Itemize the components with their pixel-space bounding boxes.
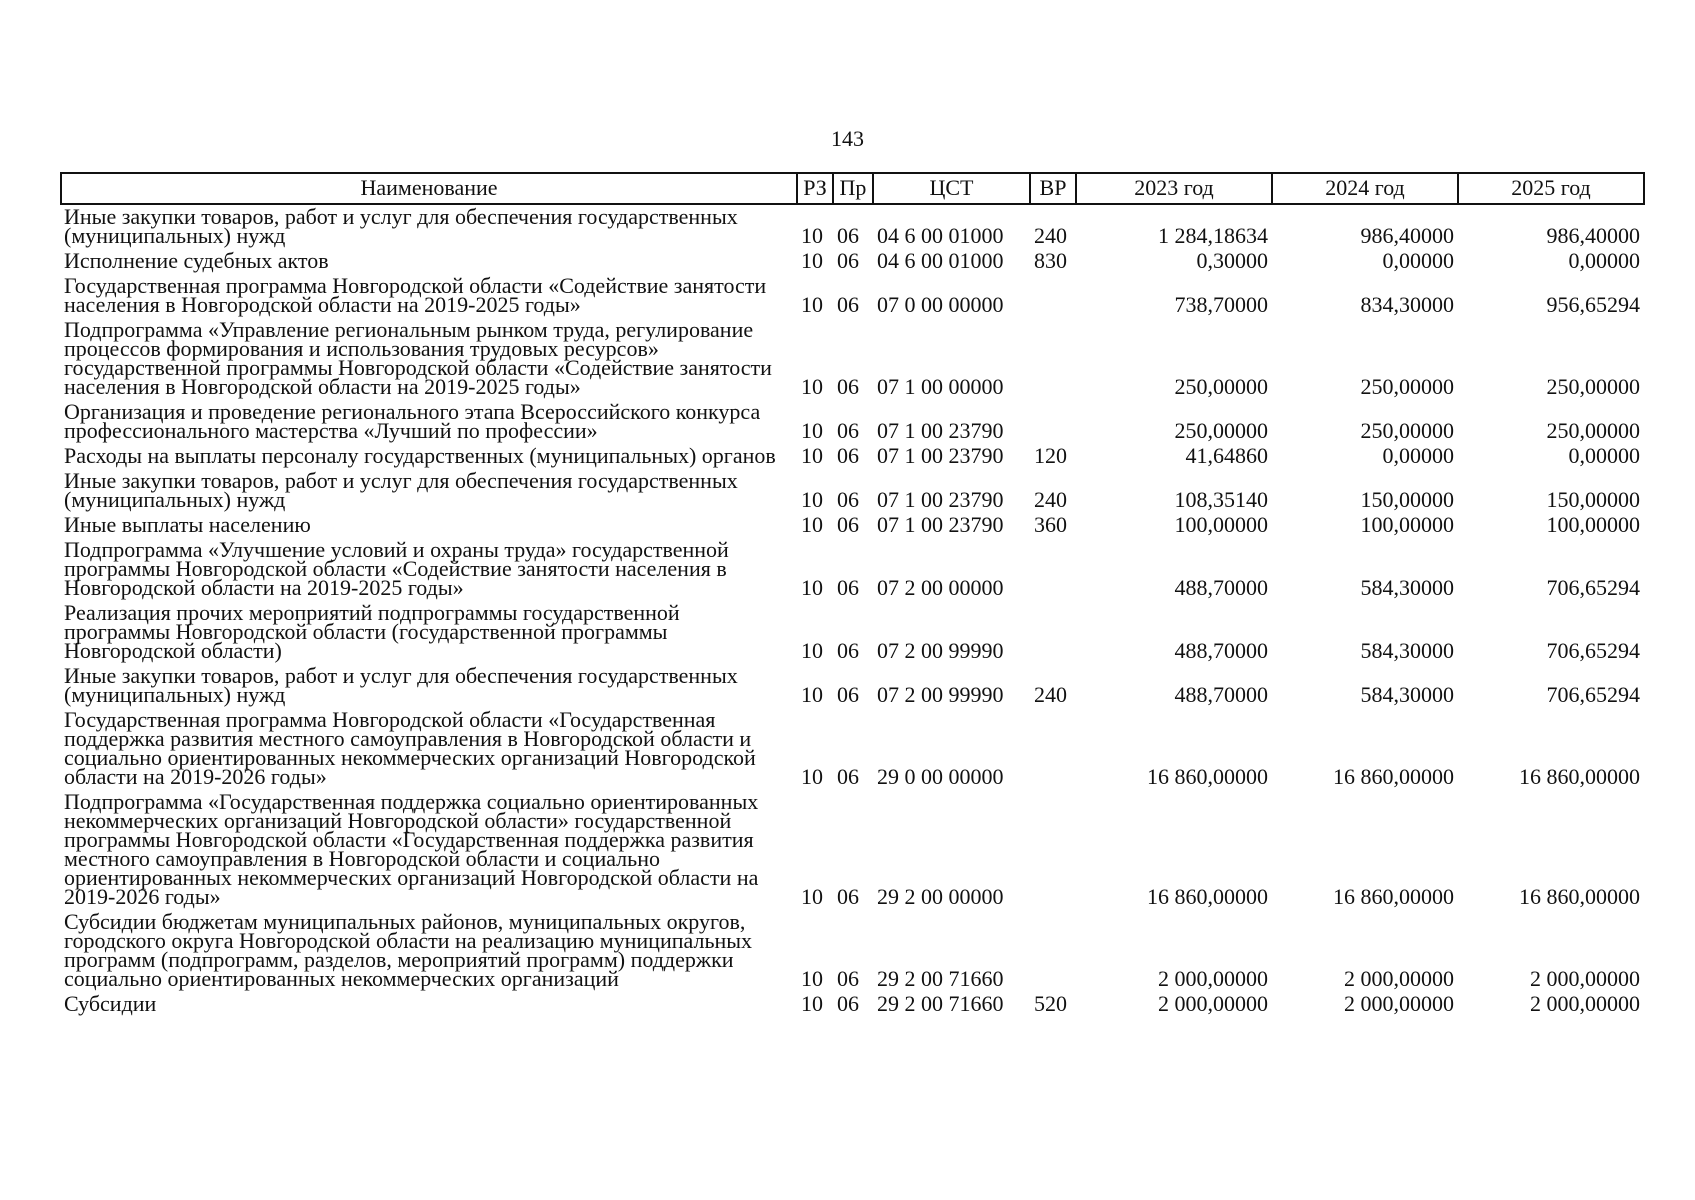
cell-2023: 41,64860 — [1185, 443, 1268, 468]
cell-pr: 06 — [837, 248, 859, 273]
cell-rz: 10 — [801, 292, 823, 317]
cell-cst: 29 2 00 71660 — [877, 966, 1004, 991]
table-row — [61, 786, 1644, 906]
cell-name: Государственная программа Новгородской области «Государственная поддержка развития местного самоуправления в Новгородской области и социально ориентированных некоммерческих организаций Новгородской области на 2019-2026 годы» — [64, 707, 756, 789]
table-row — [61, 314, 1644, 396]
cell-cst: 07 1 00 00000 — [877, 374, 1004, 399]
cell-name: Субсидии бюджетам муниципальных районов, муниципальных округов, городского округа Новгородской области на реализацию муниципальных программ (подпрограмм, разделов, мероприятий программ) поддержки социально ориентированных некоммерческих организаций — [64, 909, 753, 991]
table-row — [61, 396, 1644, 440]
cell-2025: 706,65294 — [1546, 638, 1640, 663]
cell-name: Иные закупки товаров, работ и услуг для обеспечения государственных (муниципальных) нужд — [64, 663, 738, 707]
cell-2023: 250,00000 — [1174, 374, 1268, 399]
cell-rz: 10 — [801, 966, 823, 991]
cell-vr — [1030, 270, 1076, 314]
cell-2023: 250,00000 — [1174, 418, 1268, 443]
cell-pr: 06 — [837, 638, 859, 663]
cell-2024: 584,30000 — [1360, 682, 1454, 707]
cell-rz: 10 — [801, 248, 823, 273]
cell-vr: 240 — [1034, 487, 1067, 512]
cell-rz: 10 — [801, 223, 823, 248]
header-name: Наименование — [61, 173, 797, 204]
cell-rz: 10 — [801, 487, 823, 512]
cell-2023: 738,70000 — [1174, 292, 1268, 317]
cell-2025: 100,00000 — [1546, 512, 1640, 537]
cell-2024: 0,00000 — [1382, 248, 1454, 273]
cell-name: Исполнение судебных актов — [64, 248, 329, 273]
cell-vr — [1030, 704, 1076, 786]
cell-cst: 07 0 00 00000 — [877, 292, 1004, 317]
cell-pr: 06 — [837, 991, 859, 1016]
cell-2023: 488,70000 — [1174, 682, 1268, 707]
cell-pr: 06 — [837, 418, 859, 443]
cell-2023: 108,35140 — [1174, 487, 1268, 512]
cell-cst: 07 2 00 99990 — [877, 638, 1004, 663]
table-row — [61, 906, 1644, 988]
header-vr: ВР — [1030, 173, 1076, 204]
cell-cst: 04 6 00 01000 — [877, 248, 1004, 273]
cell-pr: 06 — [837, 966, 859, 991]
cell-name: Иные закупки товаров, работ и услуг для обеспечения государственных (муниципальных) нужд — [64, 468, 738, 512]
cell-cst: 29 2 00 71660 — [877, 991, 1004, 1016]
table-body — [61, 204, 1644, 1016]
cell-rz: 10 — [801, 991, 823, 1016]
table-header — [61, 173, 1644, 204]
cell-2023: 2 000,00000 — [1158, 966, 1268, 991]
header-rz: РЗ — [797, 173, 833, 204]
table-row — [61, 988, 1644, 1013]
cell-cst: 07 1 00 23790 — [877, 443, 1004, 468]
cell-cst: 29 0 00 00000 — [877, 764, 1004, 789]
cell-pr: 06 — [837, 512, 859, 537]
cell-rz: 10 — [801, 443, 823, 468]
table-row — [61, 660, 1644, 704]
cell-2024: 100,00000 — [1360, 512, 1454, 537]
cell-vr — [1030, 786, 1076, 906]
cell-2023: 0,30000 — [1196, 248, 1268, 273]
cell-pr: 06 — [837, 223, 859, 248]
header-2024: 2024 год — [1272, 173, 1458, 204]
cell-2025: 986,40000 — [1546, 223, 1640, 248]
cell-vr: 240 — [1034, 682, 1067, 707]
cell-2025: 16 860,00000 — [1519, 884, 1640, 909]
cell-pr: 06 — [837, 575, 859, 600]
cell-name: Подпрограмма «Государственная поддержка социально ориентированных некоммерческих организаций Новгородской области» государственной программы Новгородской области «Государственная поддержка развития местного самоуправления в Новгородской области и социально ориентированных некоммерческих организаций Новгородской области на 2019-2026 годы» — [64, 789, 759, 909]
table-row — [61, 204, 1644, 245]
cell-2023: 488,70000 — [1174, 638, 1268, 663]
header-2023: 2023 год — [1076, 173, 1272, 204]
cell-pr: 06 — [837, 764, 859, 789]
header-2025: 2025 год — [1458, 173, 1644, 204]
page-number: 143 — [831, 126, 864, 151]
cell-2025: 706,65294 — [1546, 682, 1640, 707]
cell-rz: 10 — [801, 418, 823, 443]
cell-cst: 07 1 00 23790 — [877, 418, 1004, 443]
cell-vr — [1030, 906, 1076, 988]
cell-2024: 250,00000 — [1360, 374, 1454, 399]
cell-name: Субсидии — [64, 991, 157, 1016]
header-cst: ЦСТ — [873, 173, 1030, 204]
cell-rz: 10 — [801, 638, 823, 663]
cell-vr: 830 — [1034, 248, 1067, 273]
cell-rz: 10 — [801, 575, 823, 600]
cell-2025: 2 000,00000 — [1530, 991, 1640, 1016]
cell-2024: 986,40000 — [1360, 223, 1454, 248]
cell-2025: 956,65294 — [1546, 292, 1640, 317]
cell-2024: 0,00000 — [1382, 443, 1454, 468]
cell-name: Подпрограмма «Улучшение условий и охраны труда» государственной программы Новгородской области «Содействие занятости населения в Новгородской области на 2019-2025 годы» — [64, 537, 729, 600]
cell-rz: 10 — [801, 764, 823, 789]
cell-name: Подпрограмма «Управление региональным рынком труда, регулирование процессов формирования и использования трудовых ресурсов» государственной программы Новгородской области «Содействие занятости населения в Новгородской области на 2019-2025 годы» — [64, 317, 772, 399]
cell-cst: 07 1 00 23790 — [877, 512, 1004, 537]
header-pr: Пр — [833, 173, 873, 204]
cell-vr: 520 — [1034, 991, 1067, 1016]
cell-2025: 2 000,00000 — [1530, 966, 1640, 991]
budget-table — [60, 172, 1645, 1016]
cell-2024: 2 000,00000 — [1344, 991, 1454, 1016]
table-row — [61, 270, 1644, 314]
cell-vr: 120 — [1034, 443, 1067, 468]
cell-vr: 360 — [1034, 512, 1067, 537]
cell-vr: 240 — [1034, 223, 1067, 248]
cell-pr: 06 — [837, 487, 859, 512]
cell-cst: 29 2 00 00000 — [877, 884, 1004, 909]
cell-2025: 16 860,00000 — [1519, 764, 1640, 789]
cell-name: Расходы на выплаты персоналу государственных (муниципальных) органов — [64, 443, 776, 468]
header-row — [61, 173, 1644, 204]
cell-name: Организация и проведение регионального этапа Всероссийского конкурса профессионального мастерства «Лучший по профессии» — [64, 399, 761, 443]
cell-2023: 2 000,00000 — [1158, 991, 1268, 1016]
cell-2024: 16 860,00000 — [1333, 884, 1454, 909]
cell-pr: 06 — [837, 292, 859, 317]
cell-vr — [1030, 597, 1076, 660]
cell-2024: 834,30000 — [1360, 292, 1454, 317]
table-row — [61, 704, 1644, 786]
cell-pr: 06 — [837, 443, 859, 468]
cell-2025: 0,00000 — [1568, 248, 1640, 273]
cell-2025: 250,00000 — [1546, 418, 1640, 443]
cell-2025: 706,65294 — [1546, 575, 1640, 600]
cell-2023: 488,70000 — [1174, 575, 1268, 600]
table-row — [61, 509, 1644, 534]
table-row — [61, 465, 1644, 509]
cell-vr — [1030, 396, 1076, 440]
cell-2024: 2 000,00000 — [1344, 966, 1454, 991]
cell-2023: 16 860,00000 — [1147, 884, 1268, 909]
cell-cst: 07 2 00 00000 — [877, 575, 1004, 600]
cell-name: Государственная программа Новгородской области «Содействие занятости населения в Новгородской области на 2019-2025 годы» — [64, 273, 767, 317]
cell-2023: 1 284,18634 — [1158, 223, 1268, 248]
table-row — [61, 440, 1644, 465]
table-row — [61, 245, 1644, 270]
cell-vr — [1030, 314, 1076, 396]
cell-2025: 250,00000 — [1546, 374, 1640, 399]
table-row — [61, 534, 1644, 597]
cell-cst: 04 6 00 01000 — [877, 223, 1004, 248]
cell-name: Иные закупки товаров, работ и услуг для обеспечения государственных (муниципальных) нужд — [64, 204, 738, 248]
cell-rz: 10 — [801, 682, 823, 707]
cell-2023: 16 860,00000 — [1147, 764, 1268, 789]
table-row — [61, 597, 1644, 660]
cell-rz: 10 — [801, 512, 823, 537]
cell-2025: 150,00000 — [1546, 487, 1640, 512]
cell-2024: 150,00000 — [1360, 487, 1454, 512]
cell-name: Реализация прочих мероприятий подпрограммы государственной программы Новгородской области (государственной программы Новгородской области) — [64, 600, 680, 663]
cell-rz: 10 — [801, 374, 823, 399]
cell-vr — [1030, 534, 1076, 597]
cell-2025: 0,00000 — [1568, 443, 1640, 468]
cell-cst: 07 2 00 99990 — [877, 682, 1004, 707]
cell-pr: 06 — [837, 682, 859, 707]
cell-pr: 06 — [837, 374, 859, 399]
cell-rz: 10 — [801, 884, 823, 909]
cell-2024: 584,30000 — [1360, 575, 1454, 600]
cell-2023: 100,00000 — [1174, 512, 1268, 537]
cell-cst: 07 1 00 23790 — [877, 487, 1004, 512]
cell-name: Иные выплаты населению — [64, 512, 311, 537]
cell-2024: 16 860,00000 — [1333, 764, 1454, 789]
cell-pr: 06 — [837, 884, 859, 909]
cell-2024: 584,30000 — [1360, 638, 1454, 663]
cell-2024: 250,00000 — [1360, 418, 1454, 443]
